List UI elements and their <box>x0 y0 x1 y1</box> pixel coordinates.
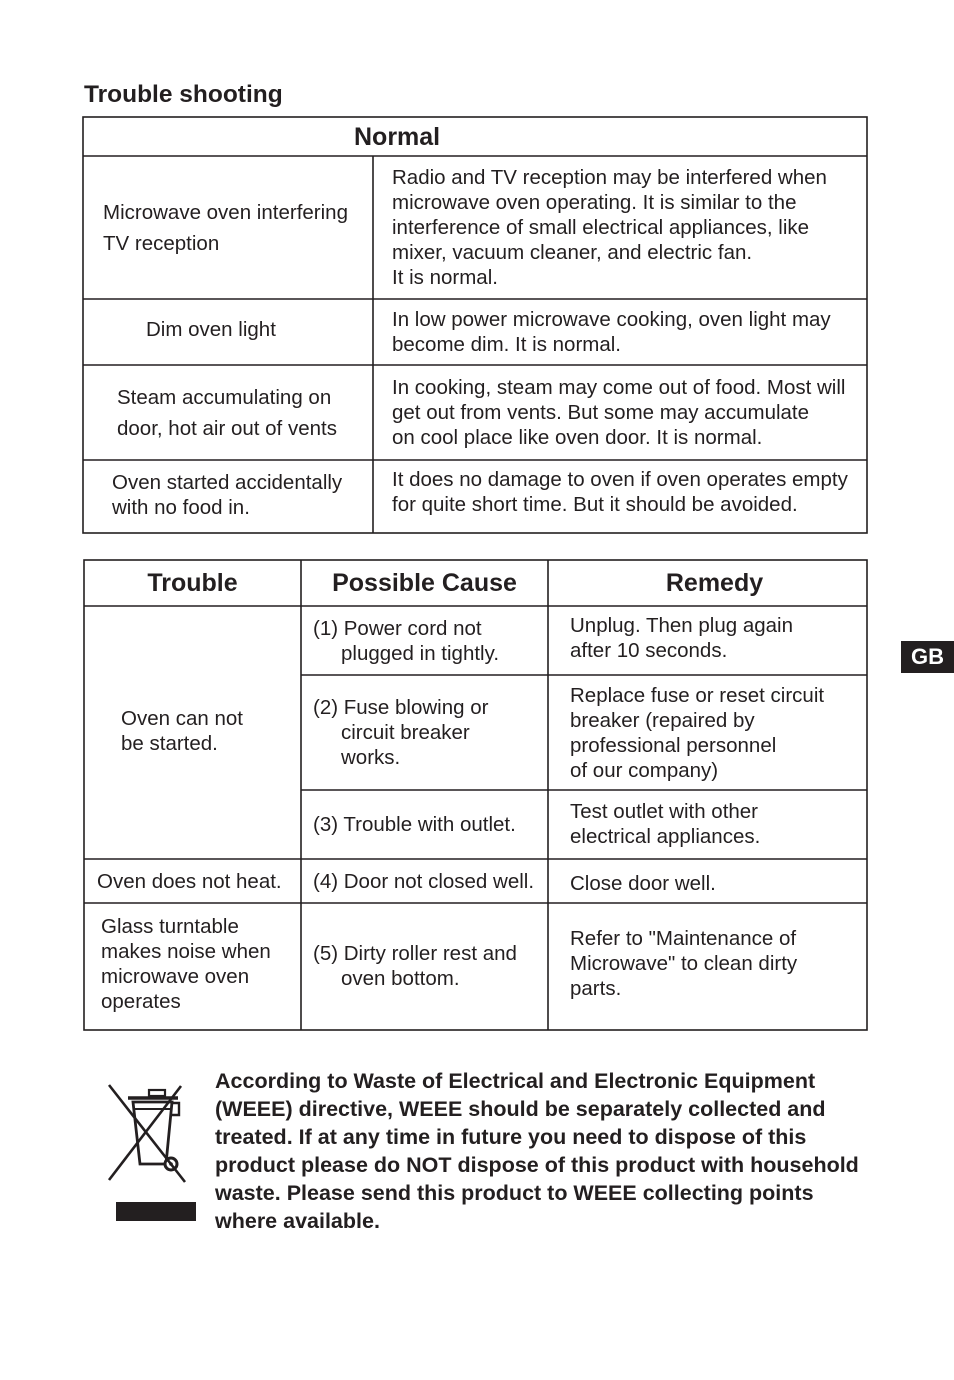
normal-table-header <box>83 117 867 156</box>
symptom-cell <box>83 299 373 365</box>
remedy-text: Replace fuse or reset circuit breaker (repaired by professional personnel of our company) <box>570 683 825 782</box>
explanation-text: It does no damage to oven if oven operates empty for quite short time. But it should be avoided. <box>392 467 848 516</box>
column-header-possible-cause <box>301 560 548 606</box>
symptom-cell <box>83 460 373 533</box>
symptom-cell <box>83 156 373 299</box>
cause-text: (2) Fuse blowing or circuit breaker works. <box>313 696 489 769</box>
trouble-text: Oven does not heat. <box>97 869 282 893</box>
cause-cell <box>301 859 548 903</box>
remedy-cell <box>548 790 867 859</box>
explanation-cell <box>373 299 867 365</box>
cause-cell <box>301 790 548 859</box>
cause-cell <box>301 675 548 790</box>
cause-text: (5) Dirty roller rest and oven bottom. <box>313 941 517 990</box>
normal-table-header-text: Normal <box>354 122 441 151</box>
column-header-text: Possible Cause <box>332 569 517 597</box>
remedy-text: Test outlet with other electrical appliances. <box>570 799 761 848</box>
explanation-cell <box>373 156 867 299</box>
weee-date-bar <box>116 1202 196 1221</box>
remedy-text: Unplug. Then plug again after 10 seconds. <box>570 613 794 662</box>
remedy-text: Refer to "Maintenance of Microwave" to clean dirty parts. <box>570 926 798 1000</box>
crossed-out-wheelie-bin-icon <box>104 1080 200 1226</box>
column-header-remedy <box>548 560 867 606</box>
bin-body <box>133 1102 172 1164</box>
cause-text: (4) Door not closed well. <box>313 869 535 893</box>
symptom-text: Microwave oven interfering TV reception <box>103 200 348 255</box>
cause-cell <box>301 903 548 1030</box>
explanation-text: In cooking, steam may come out of food. Most will get out from vents. But some may accumulate on cool place like oven door. It is normal. <box>392 376 846 449</box>
language-badge: GB <box>901 641 954 673</box>
explanation-text: In low power microwave cooking, oven light may become dim. It is normal. <box>392 308 831 356</box>
page-title: Trouble shooting <box>84 81 283 108</box>
column-header-trouble <box>84 560 301 606</box>
trouble-text: Oven can not be started. <box>121 706 243 755</box>
cause-text: (3) Trouble with outlet. <box>313 813 516 836</box>
symptom-text: Oven started accidentally with no food in. <box>112 470 343 519</box>
trouble-cell <box>84 606 301 859</box>
trouble-cell <box>84 903 301 1030</box>
weee-notice-text: According to Waste of Electrical and Electronic Equipment (WEEE) directive, WEEE should be separately collected and treated. If at any time in future you need to dispose of this product please do NOT dispose of this product with household waste. Please send this product to WEEE collecting points where available. <box>215 1069 859 1233</box>
bin-lid-handle <box>149 1090 165 1096</box>
column-header-text: Remedy <box>665 569 764 597</box>
remedy-text: Close door well. <box>570 871 716 895</box>
symptom-text: Steam accumulating on door, hot air out of vents <box>117 385 337 440</box>
trouble-text: Glass turntable makes noise when microwave oven operates <box>101 914 271 1013</box>
remedy-cell <box>548 675 867 790</box>
explanation-cell <box>373 365 867 460</box>
explanation-cell <box>373 460 867 533</box>
remedy-cell <box>548 859 867 903</box>
explanation-text: Radio and TV reception may be interfered when microwave oven operating. It is similar to the interference of small electrical appliances, like mixer, vacuum cleaner, and electric fan. It is normal. <box>392 166 827 289</box>
cause-cell <box>301 606 548 675</box>
cause-text: (1) Power cord not plugged in tightly. <box>313 616 500 665</box>
trouble-cell <box>84 859 301 903</box>
symptom-cell <box>83 365 373 460</box>
remedy-cell <box>548 606 867 675</box>
remedy-cell <box>548 903 867 1030</box>
symptom-text: Dim oven light <box>146 317 276 341</box>
column-header-text: Trouble <box>147 569 238 597</box>
